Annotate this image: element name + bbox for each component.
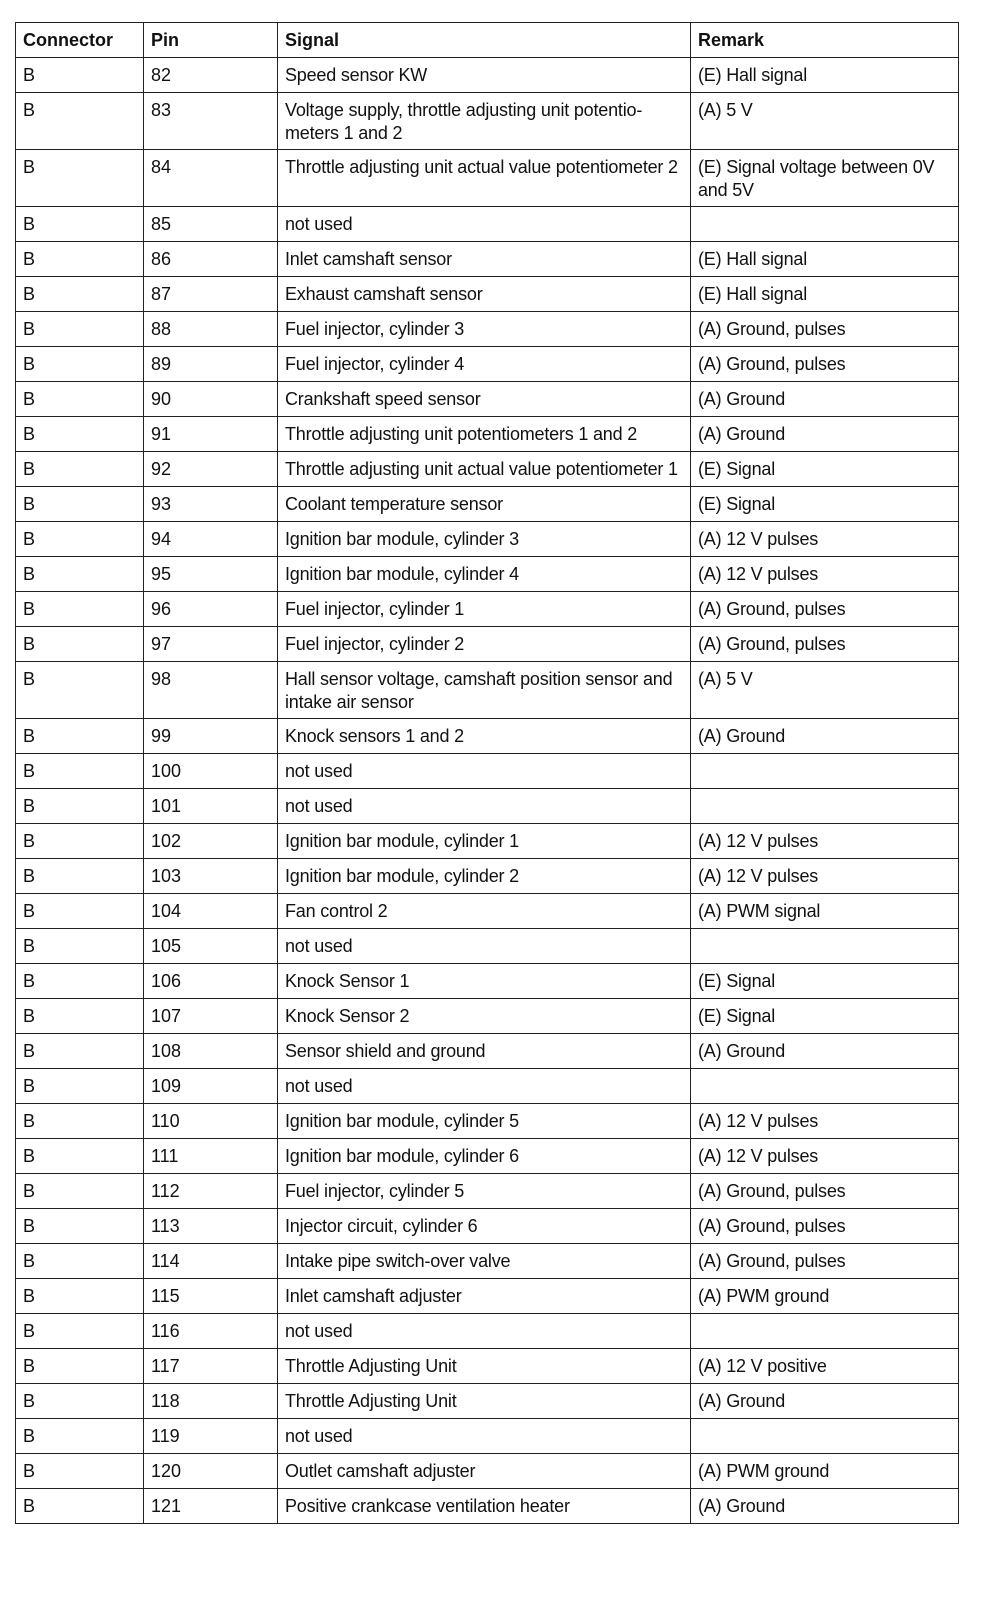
cell-signal: not used	[278, 754, 691, 789]
cell-signal: Hall sensor voltage, camshaft position sensor and intake air sensor	[278, 662, 691, 719]
cell-signal: Knock Sensor 1	[278, 964, 691, 999]
cell-connector: B	[16, 1069, 144, 1104]
cell-signal: not used	[278, 1069, 691, 1104]
cell-remark	[691, 1069, 959, 1104]
table-row	[16, 312, 959, 347]
cell-pin: 86	[144, 242, 278, 277]
table-row	[16, 1454, 959, 1489]
cell-pin: 101	[144, 789, 278, 824]
cell-pin: 119	[144, 1419, 278, 1454]
table-row	[16, 1314, 959, 1349]
cell-connector: B	[16, 58, 144, 93]
table-row	[16, 894, 959, 929]
cell-connector: B	[16, 999, 144, 1034]
cell-remark: (A) Ground, pulses	[691, 627, 959, 662]
cell-connector: B	[16, 894, 144, 929]
table-row	[16, 1489, 959, 1524]
cell-connector: B	[16, 347, 144, 382]
cell-signal: Voltage supply, throttle adjusting unit potentio-meters 1 and 2	[278, 93, 691, 150]
cell-remark: (A) Ground, pulses	[691, 1209, 959, 1244]
table-row	[16, 522, 959, 557]
cell-remark: (A) PWM ground	[691, 1454, 959, 1489]
cell-remark: (A) 12 V pulses	[691, 522, 959, 557]
cell-signal: Injector circuit, cylinder 6	[278, 1209, 691, 1244]
cell-remark: (E) Signal voltage between 0V and 5V	[691, 150, 959, 207]
cell-pin: 115	[144, 1279, 278, 1314]
cell-signal: Fan control 2	[278, 894, 691, 929]
header-pin: Pin	[144, 23, 278, 58]
cell-remark: (A) Ground	[691, 382, 959, 417]
cell-remark: (A) 12 V pulses	[691, 824, 959, 859]
cell-signal: not used	[278, 929, 691, 964]
table-row	[16, 1279, 959, 1314]
cell-connector: B	[16, 487, 144, 522]
table-row	[16, 417, 959, 452]
cell-signal: not used	[278, 1314, 691, 1349]
table-row	[16, 150, 959, 207]
cell-remark: (E) Hall signal	[691, 58, 959, 93]
cell-connector: B	[16, 1209, 144, 1244]
cell-remark: (A) 12 V pulses	[691, 557, 959, 592]
header-connector: Connector	[16, 23, 144, 58]
table-row	[16, 347, 959, 382]
cell-signal: Throttle Adjusting Unit	[278, 1384, 691, 1419]
cell-signal: Throttle adjusting unit actual value potentiometer 2	[278, 150, 691, 207]
cell-connector: B	[16, 1244, 144, 1279]
cell-connector: B	[16, 859, 144, 894]
header-row	[16, 23, 959, 58]
cell-pin: 116	[144, 1314, 278, 1349]
cell-pin: 100	[144, 754, 278, 789]
cell-connector: B	[16, 382, 144, 417]
cell-signal: Sensor shield and ground	[278, 1034, 691, 1069]
cell-remark: (E) Hall signal	[691, 277, 959, 312]
cell-connector: B	[16, 1454, 144, 1489]
cell-remark	[691, 207, 959, 242]
cell-pin: 85	[144, 207, 278, 242]
cell-connector: B	[16, 789, 144, 824]
table-row	[16, 1139, 959, 1174]
table-row	[16, 1069, 959, 1104]
table-row	[16, 592, 959, 627]
cell-pin: 104	[144, 894, 278, 929]
table-row	[16, 1384, 959, 1419]
table-row	[16, 929, 959, 964]
table-row	[16, 1174, 959, 1209]
table-row	[16, 1034, 959, 1069]
cell-signal: Exhaust camshaft sensor	[278, 277, 691, 312]
table-row	[16, 1349, 959, 1384]
cell-remark: (E) Signal	[691, 999, 959, 1034]
cell-signal: Throttle adjusting unit potentiometers 1 and 2	[278, 417, 691, 452]
cell-remark: (A) Ground, pulses	[691, 1174, 959, 1209]
cell-pin: 98	[144, 662, 278, 719]
table-row	[16, 207, 959, 242]
cell-remark: (A) 5 V	[691, 662, 959, 719]
cell-pin: 99	[144, 719, 278, 754]
cell-pin: 89	[144, 347, 278, 382]
cell-pin: 87	[144, 277, 278, 312]
cell-pin: 102	[144, 824, 278, 859]
table-row	[16, 1104, 959, 1139]
cell-remark	[691, 1314, 959, 1349]
cell-remark: (E) Signal	[691, 452, 959, 487]
table-row	[16, 789, 959, 824]
cell-remark: (A) PWM ground	[691, 1279, 959, 1314]
table-row	[16, 58, 959, 93]
cell-pin: 109	[144, 1069, 278, 1104]
cell-remark: (A) Ground	[691, 1034, 959, 1069]
cell-connector: B	[16, 522, 144, 557]
table-header	[16, 23, 959, 58]
cell-connector: B	[16, 1314, 144, 1349]
cell-pin: 90	[144, 382, 278, 417]
table-row	[16, 277, 959, 312]
cell-connector: B	[16, 1489, 144, 1524]
cell-pin: 88	[144, 312, 278, 347]
table-row	[16, 627, 959, 662]
cell-pin: 107	[144, 999, 278, 1034]
pinout-table	[15, 22, 959, 1524]
cell-pin: 111	[144, 1139, 278, 1174]
cell-pin: 110	[144, 1104, 278, 1139]
cell-connector: B	[16, 1349, 144, 1384]
cell-signal: Throttle Adjusting Unit	[278, 1349, 691, 1384]
cell-signal: Ignition bar module, cylinder 6	[278, 1139, 691, 1174]
cell-remark	[691, 754, 959, 789]
cell-connector: B	[16, 719, 144, 754]
cell-remark	[691, 929, 959, 964]
cell-signal: Positive crankcase ventilation heater	[278, 1489, 691, 1524]
cell-pin: 118	[144, 1384, 278, 1419]
cell-connector: B	[16, 150, 144, 207]
cell-connector: B	[16, 964, 144, 999]
cell-pin: 84	[144, 150, 278, 207]
cell-pin: 103	[144, 859, 278, 894]
table-row	[16, 242, 959, 277]
cell-connector: B	[16, 1139, 144, 1174]
cell-connector: B	[16, 1104, 144, 1139]
cell-remark: (A) Ground	[691, 719, 959, 754]
cell-pin: 95	[144, 557, 278, 592]
cell-remark: (A) 12 V pulses	[691, 1104, 959, 1139]
cell-remark: (A) Ground	[691, 1384, 959, 1419]
cell-signal: Crankshaft speed sensor	[278, 382, 691, 417]
table-row	[16, 1209, 959, 1244]
cell-signal: Coolant temperature sensor	[278, 487, 691, 522]
cell-signal: Knock sensors 1 and 2	[278, 719, 691, 754]
cell-pin: 106	[144, 964, 278, 999]
cell-pin: 113	[144, 1209, 278, 1244]
cell-remark: (E) Signal	[691, 487, 959, 522]
cell-pin: 96	[144, 592, 278, 627]
cell-pin: 91	[144, 417, 278, 452]
cell-pin: 112	[144, 1174, 278, 1209]
cell-connector: B	[16, 754, 144, 789]
cell-connector: B	[16, 312, 144, 347]
table-row	[16, 754, 959, 789]
table-row	[16, 1419, 959, 1454]
header-remark: Remark	[691, 23, 959, 58]
cell-pin: 97	[144, 627, 278, 662]
cell-remark: (A) PWM signal	[691, 894, 959, 929]
table-row	[16, 382, 959, 417]
cell-connector: B	[16, 929, 144, 964]
cell-signal: Fuel injector, cylinder 5	[278, 1174, 691, 1209]
cell-signal: Throttle adjusting unit actual value potentiometer 1	[278, 452, 691, 487]
table-row	[16, 662, 959, 719]
cell-connector: B	[16, 207, 144, 242]
cell-connector: B	[16, 662, 144, 719]
cell-signal: not used	[278, 1419, 691, 1454]
cell-pin: 94	[144, 522, 278, 557]
cell-signal: Knock Sensor 2	[278, 999, 691, 1034]
cell-remark: (A) Ground	[691, 417, 959, 452]
cell-remark: (A) 12 V pulses	[691, 1139, 959, 1174]
cell-remark: (E) Hall signal	[691, 242, 959, 277]
cell-connector: B	[16, 1419, 144, 1454]
cell-connector: B	[16, 417, 144, 452]
cell-signal: not used	[278, 789, 691, 824]
cell-pin: 92	[144, 452, 278, 487]
table-row	[16, 1244, 959, 1279]
cell-signal: not used	[278, 207, 691, 242]
header-signal: Signal	[278, 23, 691, 58]
cell-pin: 121	[144, 1489, 278, 1524]
cell-connector: B	[16, 824, 144, 859]
cell-pin: 93	[144, 487, 278, 522]
cell-remark: (A) 12 V pulses	[691, 859, 959, 894]
cell-connector: B	[16, 1174, 144, 1209]
cell-pin: 83	[144, 93, 278, 150]
cell-signal: Speed sensor KW	[278, 58, 691, 93]
cell-pin: 108	[144, 1034, 278, 1069]
cell-remark: (E) Signal	[691, 964, 959, 999]
cell-signal: Ignition bar module, cylinder 1	[278, 824, 691, 859]
cell-connector: B	[16, 1279, 144, 1314]
cell-pin: 114	[144, 1244, 278, 1279]
cell-remark	[691, 789, 959, 824]
table-row	[16, 557, 959, 592]
table-row	[16, 93, 959, 150]
cell-signal: Ignition bar module, cylinder 3	[278, 522, 691, 557]
cell-signal: Fuel injector, cylinder 4	[278, 347, 691, 382]
table-row	[16, 964, 959, 999]
cell-signal: Ignition bar module, cylinder 2	[278, 859, 691, 894]
cell-signal: Intake pipe switch-over valve	[278, 1244, 691, 1279]
cell-connector: B	[16, 242, 144, 277]
cell-connector: B	[16, 452, 144, 487]
cell-remark: (A) Ground	[691, 1489, 959, 1524]
cell-remark: (A) Ground, pulses	[691, 1244, 959, 1279]
cell-signal: Inlet camshaft sensor	[278, 242, 691, 277]
cell-pin: 105	[144, 929, 278, 964]
cell-remark: (A) 5 V	[691, 93, 959, 150]
table-row	[16, 452, 959, 487]
cell-pin: 120	[144, 1454, 278, 1489]
cell-signal: Ignition bar module, cylinder 5	[278, 1104, 691, 1139]
table-row	[16, 859, 959, 894]
cell-pin: 117	[144, 1349, 278, 1384]
cell-signal: Fuel injector, cylinder 1	[278, 592, 691, 627]
cell-connector: B	[16, 592, 144, 627]
cell-signal: Fuel injector, cylinder 3	[278, 312, 691, 347]
cell-remark: (A) Ground, pulses	[691, 592, 959, 627]
cell-remark: (A) Ground, pulses	[691, 347, 959, 382]
cell-signal: Outlet camshaft adjuster	[278, 1454, 691, 1489]
table-body	[16, 58, 959, 1524]
table-row	[16, 719, 959, 754]
cell-remark	[691, 1419, 959, 1454]
cell-pin: 82	[144, 58, 278, 93]
table-row	[16, 824, 959, 859]
table-row	[16, 487, 959, 522]
cell-connector: B	[16, 1384, 144, 1419]
cell-connector: B	[16, 277, 144, 312]
table-row	[16, 999, 959, 1034]
cell-remark: (A) 12 V positive	[691, 1349, 959, 1384]
cell-connector: B	[16, 557, 144, 592]
cell-signal: Fuel injector, cylinder 2	[278, 627, 691, 662]
cell-remark: (A) Ground, pulses	[691, 312, 959, 347]
cell-connector: B	[16, 627, 144, 662]
cell-signal: Ignition bar module, cylinder 4	[278, 557, 691, 592]
cell-connector: B	[16, 1034, 144, 1069]
cell-connector: B	[16, 93, 144, 150]
cell-signal: Inlet camshaft adjuster	[278, 1279, 691, 1314]
